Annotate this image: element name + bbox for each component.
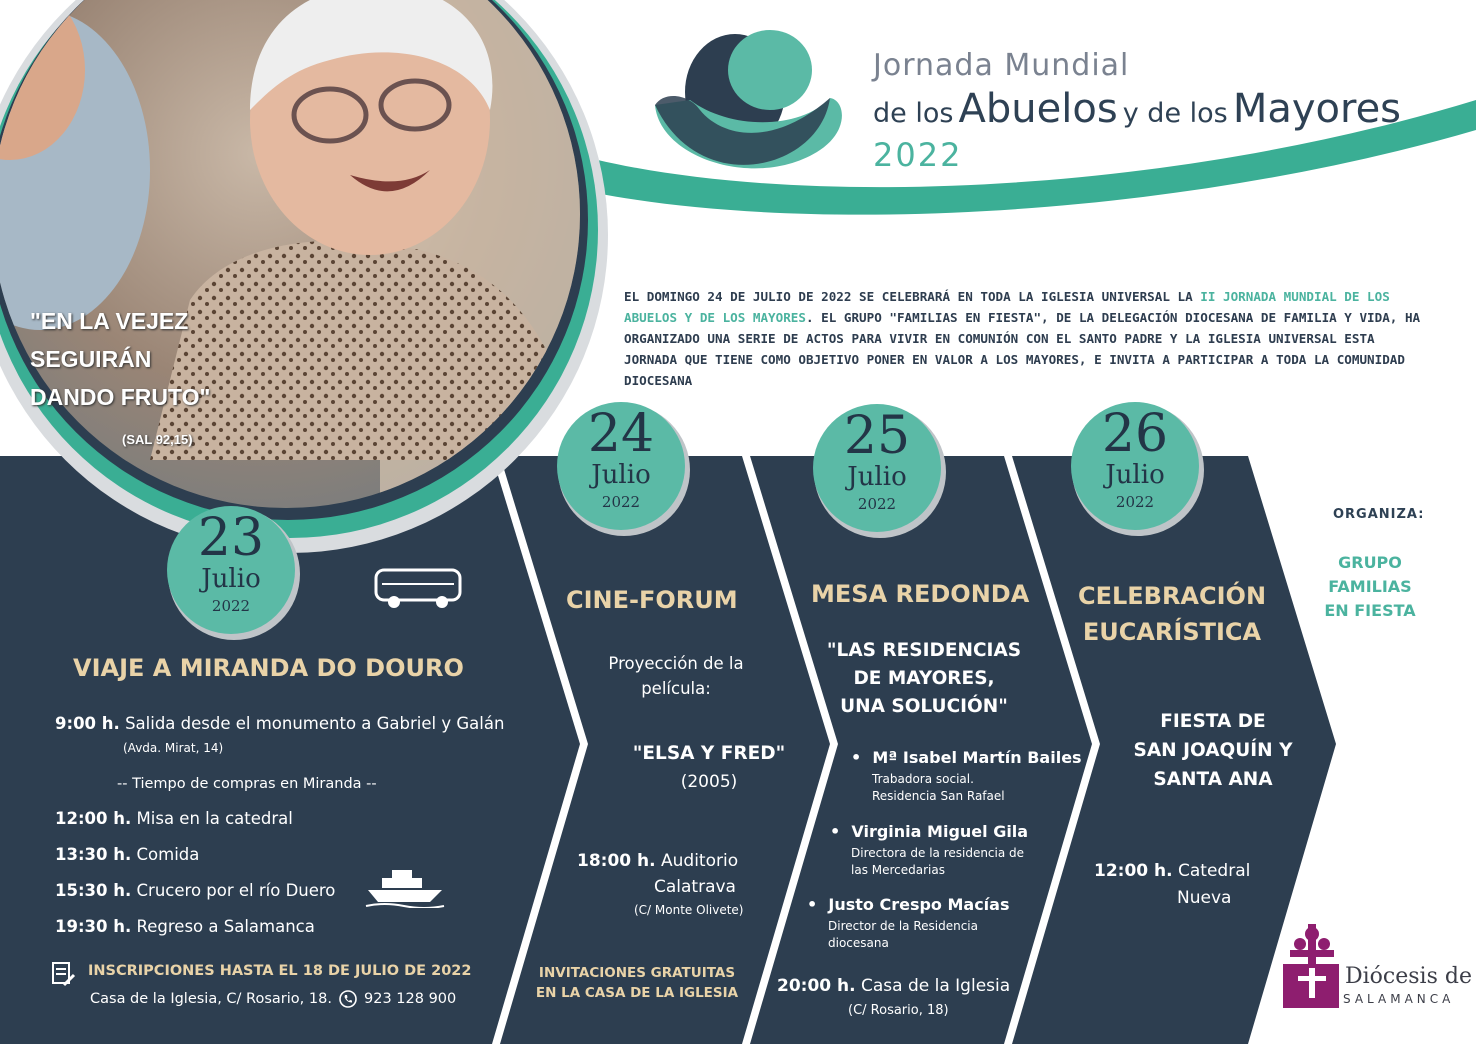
date-circle-24: [557, 402, 685, 530]
film-place-line-2: Calatrava: [654, 877, 736, 897]
title-part-a: de los: [873, 98, 954, 129]
title-part-d: Mayores: [1232, 86, 1402, 132]
title-part-b: Abuelos: [958, 86, 1118, 132]
title-line-1: Jornada Mundial: [873, 48, 1130, 83]
mass-place-line-2: Nueva: [1177, 888, 1232, 908]
speaker-role: [851, 771, 1082, 805]
date-month: Julio: [847, 462, 907, 492]
speaker-item: [851, 748, 1082, 805]
date-year: 2022: [1115, 493, 1155, 511]
film-year: (2005): [680, 772, 738, 792]
organizer-label: ORGANIZA:: [1333, 507, 1425, 522]
note-line: INVITACIONES GRATUITAS: [538, 965, 736, 981]
event-time: 18:00 h.: [577, 851, 656, 871]
speaker-name-text: Mª Isabel Martín Bailes: [872, 748, 1082, 767]
date-circle-25: [813, 404, 941, 532]
quote-reference: (SAL 92,15): [122, 432, 193, 447]
address-note: (Avda. Mirat, 14): [123, 741, 224, 755]
speaker-name: • Virginia Miguel Gila: [830, 822, 1029, 841]
title-year: 2022: [873, 136, 963, 174]
organizer-line: FAMILIAS: [1328, 577, 1412, 596]
date-circle-26: [1071, 402, 1199, 530]
role-line: Director de la Residencia: [828, 919, 978, 933]
date-month: Julio: [591, 460, 651, 490]
date-day: 25: [843, 406, 911, 466]
form-icon: [50, 961, 76, 987]
round-table-topic: [826, 637, 1022, 721]
speaker-item: [807, 895, 1009, 952]
day24-title: CINE-FORUM: [566, 586, 738, 614]
film-description: [596, 651, 756, 701]
free-invitations-note: [530, 963, 744, 1003]
intro-highlight: II JORNADA MUNDIAL DE LOS ABUELOS Y DE LOS MAYORES: [624, 289, 1390, 325]
schedule-time: 12:00 h.: [55, 809, 132, 828]
film-desc-line: película:: [641, 679, 711, 698]
topic-line: UNA SOLUCIÓN": [840, 696, 1008, 717]
feast-line: SAN JOAQUÍN Y: [1133, 740, 1293, 761]
schedule-time: 9:00 h.: [55, 714, 120, 733]
schedule-text: Regreso a Salamanca: [136, 917, 315, 936]
shopping-note: -- Tiempo de compras en Miranda --: [117, 776, 377, 792]
jornada-logo: [655, 30, 842, 168]
event-place: Catedral: [1178, 861, 1251, 881]
role-line: Trabadora social.: [872, 772, 974, 786]
title-line: CELEBRACIÓN: [1077, 582, 1267, 610]
date-month: Julio: [201, 564, 261, 594]
event-place: Auditorio: [661, 851, 739, 871]
speaker-name-text: Virginia Miguel Gila: [851, 822, 1029, 841]
date-year: 2022: [601, 493, 641, 511]
event-time: 20:00 h.: [777, 976, 856, 996]
diocese-name: Diócesis de: [1345, 964, 1472, 989]
round-table-time: [777, 976, 1010, 996]
date-day: 26: [1101, 404, 1169, 464]
date-day: 24: [587, 404, 655, 464]
date-month: Julio: [1105, 460, 1165, 490]
topic-line: DE MAYORES,: [853, 668, 995, 689]
organizer-line: EN FIESTA: [1324, 601, 1416, 620]
organizer-line: GRUPO: [1338, 553, 1402, 572]
day26-title: [1060, 578, 1284, 650]
event-time: 12:00 h.: [1094, 861, 1173, 881]
title-part-c: y de los: [1122, 98, 1228, 129]
speaker-name-text: Justo Crespo Macías: [828, 895, 1010, 914]
film-place-note: (C/ Monte Olivete): [634, 903, 744, 917]
role-line: las Mercedarias: [851, 863, 945, 877]
speaker-item: [830, 822, 1028, 879]
organizer-name: [1320, 551, 1420, 623]
title-line: EUCARÍSTICA: [1082, 618, 1262, 646]
schedule-time: 15:30 h.: [55, 881, 132, 900]
registration-deadline: INSCRIPCIONES HASTA EL 18 DE JULIO DE 2022: [88, 963, 472, 979]
schedule-item: [55, 809, 293, 828]
intro-text-2: . EL GRUPO "FAMILIAS EN FIESTA", DE LA DELEGACIÓN DIOCESANA DE FAMILIA Y VIDA, HA ORGANIZADO UNA SERIE DE ACTOS PARA VIVIR EN COMUNIÓN CON EL SANTO PADRE Y LA IGLESIA UNIVERSAL ESTA JORNADA QUE TIENE COMO OBJETIVO PONER EN VALOR A LOS MAYORES, E INVITA A PARTICIPAR A TODA LA COMUNIDAD DIOCESANA: [624, 310, 1421, 388]
film-time: [577, 851, 738, 871]
role-line: Residencia San Rafael: [872, 789, 1005, 803]
role-line: Directora de la residencia de: [851, 846, 1025, 860]
speaker-name: • Justo Crespo Macías: [807, 895, 1010, 914]
ship-icon: [364, 864, 446, 908]
title-line-2: [873, 86, 1401, 132]
date-day: 23: [197, 508, 265, 568]
diocese-logo: [1283, 924, 1339, 1008]
schedule-item: [55, 917, 315, 936]
registration-place: Casa de la Iglesia, C/ Rosario, 18.: [90, 991, 332, 1007]
role-line: diocesana: [828, 936, 889, 950]
note-line: EN LA CASA DE LA IGLESIA: [535, 985, 739, 1001]
schedule-item: [55, 845, 199, 864]
diocese-city: SALAMANCA: [1343, 992, 1455, 1006]
schedule-item: [55, 881, 335, 900]
schedule-time: 13:30 h.: [55, 845, 132, 864]
schedule-item: [55, 714, 504, 733]
date-year: 2022: [211, 597, 251, 615]
speaker-name: • Mª Isabel Martín Bailes: [851, 748, 1082, 767]
topic-line: "LAS RESIDENCIAS: [826, 640, 1022, 661]
feast-line: SANTA ANA: [1153, 769, 1273, 790]
schedule-text: Crucero por el río Duero: [136, 881, 336, 900]
feast-name: [1118, 707, 1308, 794]
intro-paragraph: [624, 286, 1424, 391]
speaker-role: [807, 918, 1009, 952]
film-title: "ELSA Y FRED": [632, 743, 786, 764]
date-year: 2022: [857, 495, 897, 513]
day25-title: MESA REDONDA: [811, 580, 1030, 608]
phone-icon: [339, 990, 357, 1008]
bus-icon: [372, 566, 464, 610]
schedule-text: Salida desde el monumento a Gabriel y Galán: [125, 714, 505, 733]
day23-title: VIAJE A MIRANDA DO DOURO: [73, 654, 464, 682]
round-table-place-note: (C/ Rosario, 18): [848, 1003, 949, 1018]
quote-line-3: DANDO FRUTO": [30, 384, 211, 410]
event-place: Casa de la Iglesia: [861, 976, 1011, 996]
speaker-role: [830, 845, 1028, 879]
schedule-time: 19:30 h.: [55, 917, 132, 936]
intro-text-1: EL DOMINGO 24 DE JULIO DE 2022 SE CELEBRARÁ EN TODA LA IGLESIA UNIVERSAL LA: [624, 289, 1201, 304]
psalm-quote: [30, 302, 210, 416]
schedule-text: Misa en la catedral: [136, 809, 293, 828]
phone-number: 923 128 900: [364, 991, 457, 1007]
feast-line: FIESTA DE: [1160, 711, 1266, 732]
schedule-text: Comida: [136, 845, 200, 864]
film-desc-line: Proyección de la: [608, 654, 744, 673]
date-circle-23: [167, 506, 295, 634]
quote-line-2: SEGUIRÁN: [30, 346, 152, 372]
quote-line-1: "EN LA VEJEZ: [30, 308, 189, 334]
mass-time: [1094, 861, 1250, 881]
